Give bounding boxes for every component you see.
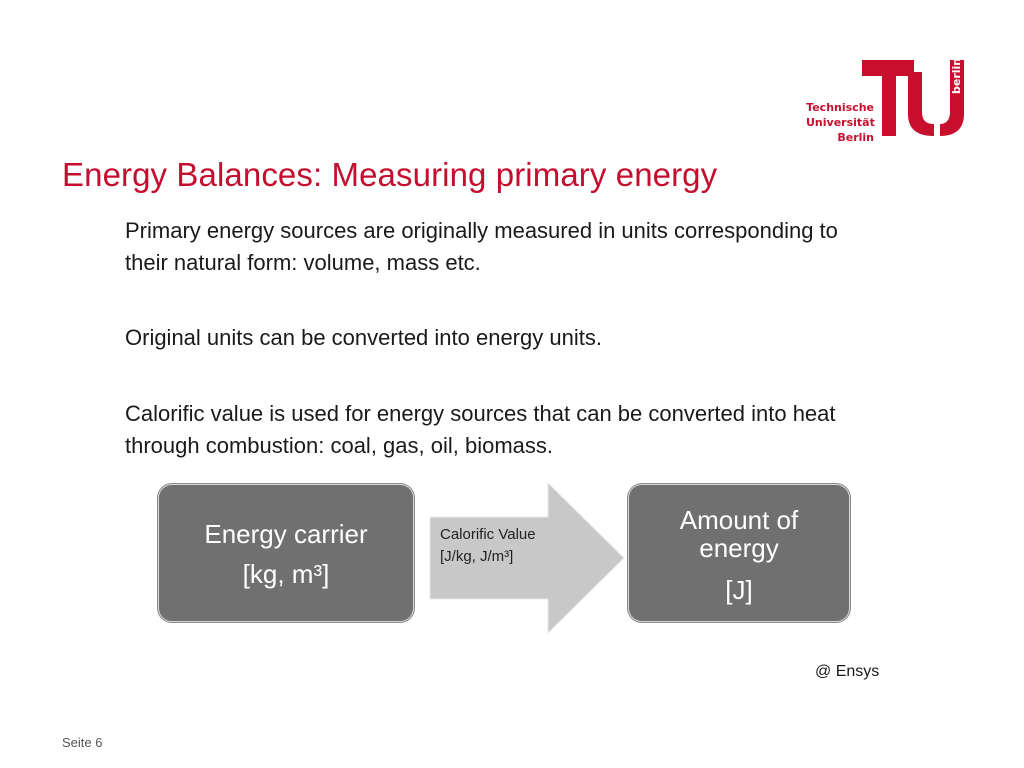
energy-carrier-label: Energy carrier xyxy=(204,519,368,549)
paragraph-conversion: Original units can be converted into energy units. xyxy=(125,325,602,350)
amount-of-energy-unit: [J] xyxy=(725,575,753,605)
amount-of-energy-label-2: energy xyxy=(699,533,779,563)
logo-line-2: Universität xyxy=(806,116,875,129)
amount-of-energy-box xyxy=(628,484,850,622)
amount-of-energy-label-1: Amount of xyxy=(679,505,799,535)
paragraph-calorific-value: Calorific value is used for energy sources that can be converted into heat through combustion: coal, gas, oil, biomass. xyxy=(125,401,836,458)
logo-mark-text: berlin xyxy=(950,58,963,94)
tu-berlin-logo xyxy=(806,58,966,150)
logo-line-1: Technische xyxy=(806,101,874,114)
slide-title: Energy Balances: Measuring primary energy xyxy=(62,156,718,193)
energy-carrier-box xyxy=(158,484,414,622)
calorific-value-unit: [J/kg, J/m³] xyxy=(440,548,514,565)
page-number: Seite 6 xyxy=(62,735,103,750)
energy-carrier-unit: [kg, m³] xyxy=(242,559,330,589)
calorific-value-title: Calorific Value xyxy=(440,526,536,543)
source-credit: @ Ensys xyxy=(815,663,880,680)
tu-logo-icon xyxy=(862,58,966,138)
calorific-value-label xyxy=(440,524,536,568)
logo-line-3: Berlin xyxy=(837,131,874,144)
paragraph-primary-units: Primary energy sources are originally measured in units corresponding to their natural form: volume, mass etc. xyxy=(125,218,838,275)
